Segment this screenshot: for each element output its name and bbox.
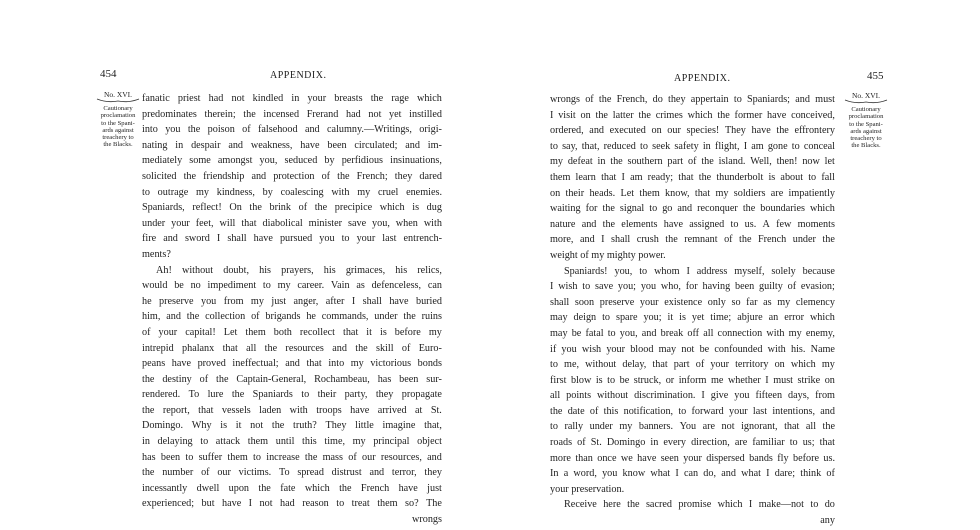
text-line: nature and the elements have assigned to us. A few moments (550, 218, 835, 230)
text-line: into you the poison of falsehood and calumny.—Writings, origi- (142, 124, 442, 136)
text-line: intrepid phalanx that all the resources and the skill of Euro- (142, 342, 442, 354)
text-line: your preservation. (550, 483, 625, 495)
text-line: would be no impediment to my career. Vain as defenceless, can (142, 280, 442, 292)
margin-note (840, 92, 892, 149)
text-line: the report, that vessels laden with troops have arrived at St. (142, 404, 442, 416)
text-line: may deign to spare you; it is yet time; abjure an error which (550, 312, 835, 324)
running-head: APPENDIX. (674, 73, 731, 84)
text-line: to me, without delay, that part of your territory on which my (550, 359, 835, 371)
margin-note-line: ards against (102, 126, 134, 134)
text-line: peans have proved ineffectual; and that into my victorious bonds (142, 358, 442, 370)
text-line: may be fatal to you, and break off all connection with my enemy, (550, 327, 835, 339)
text-line: my defeat in the southern part of the island. Well, then! now let (550, 156, 835, 168)
text-line: more, and I shall crush the remnant of the French under the (550, 234, 835, 246)
text-line: under your feet, will that diabolical minister save you, when with (142, 217, 442, 229)
text-line: mediately some amongst you, seduced by perfidious insinuations, (142, 155, 442, 167)
text-line: Domingo. Why is it not the truth? They little imagine that, (142, 420, 442, 432)
left-page (0, 0, 470, 530)
text-line: ments? (142, 248, 171, 260)
text-line: In a word, you know what I can do, and what I dare; think of (550, 468, 835, 480)
text-line: nating in despair and weakness, have been circulated; and im- (142, 139, 442, 151)
margin-note-line: proclamation (848, 113, 884, 121)
margin-note-line: treachery to (850, 135, 882, 143)
margin-note-line: Cautionary (103, 105, 133, 113)
text-line: on their heads. Let them know, that my soldiers are impatiently (550, 187, 835, 199)
margin-note-line: to the Spani- (101, 119, 135, 127)
text-line: Receive here the sacred promise which I make—not to do (564, 499, 835, 511)
margin-note-line: ards against (850, 127, 882, 135)
body-text (550, 92, 835, 529)
text-line: solicited the friendship and protection of the French; they dared (142, 170, 442, 182)
text-line: shall soon preserve your existence only so far as my clemency (550, 296, 835, 308)
text-line: fanatic priest had not kindled in your breasts the rage which (142, 93, 442, 104)
text-line: rendered. To lure the Spaniards to their party, they propagate (142, 389, 442, 401)
page-number: 454 (100, 68, 117, 80)
text-line: I wish to save you; you who, for having been guilty of evasion; (550, 281, 835, 293)
text-line: wrongs (412, 514, 442, 526)
text-line: ordered, and executed on our species! They have the effrontery (550, 125, 835, 137)
text-line: the destiny of the Captain-General, Rochambeau, has been sur- (142, 373, 442, 385)
margin-note (92, 91, 144, 148)
text-line: incessantly dwell upon the fate which the French have just (142, 482, 442, 494)
text-line: all points without discrimination. I give you fifteen days, from (550, 390, 835, 402)
margin-note-line: proclamation (100, 112, 136, 120)
text-line: waiting for the signal to go and reconquer the boundaries which (550, 203, 835, 215)
right-page (490, 0, 980, 530)
text-line: any (820, 515, 835, 527)
text-line: the date of this notification, to forward your last intentions, and (550, 405, 835, 417)
text-line: more than once we have seen your dispersed bands fly before us. (550, 452, 835, 464)
text-line: of your capital! Let them both recollect that it is before my (142, 326, 442, 338)
text-line: to outrage my kindness, by coalescing with my cruel enemies. (142, 186, 442, 198)
body-text (142, 91, 442, 528)
text-line: in delaying to attack them until this time, my principal object (142, 436, 442, 448)
text-line: predominates therein; the incensed Frerand had not yet instilled (142, 108, 442, 120)
text-line: weight of my mighty power. (550, 249, 666, 261)
text-line: if you wish your blood may not be confounded with his. Name (550, 343, 835, 355)
margin-note-line: to the Spani- (849, 120, 883, 128)
text-line: experienced; but have I not had reason to treat them so? The (142, 498, 442, 510)
page-number: 455 (867, 70, 884, 82)
text-line: them learn that I am ready; that the thunderbolt is about to fall (550, 171, 835, 183)
text-line: first blow is to be struck, or inform me whether I must strike on (550, 374, 835, 386)
margin-note-line: the Blacks. (851, 142, 881, 150)
text-line: the number of our victims. To spread distrust and terror, they (142, 467, 442, 479)
text-line: roads of St. Domingo in every direction, are familiar to us; that (550, 437, 835, 449)
margin-note-number: No. XVI. (851, 91, 881, 100)
text-line: he preserve you from my just anger, after I shall have buried (142, 295, 442, 307)
text-line: has been to suffer them to increase the mass of our resources, and (142, 451, 442, 463)
running-head: APPENDIX. (270, 70, 327, 81)
text-line: Spaniards! you, to whom I address myself, solely because (564, 265, 835, 277)
text-line: him, and the collection of brigands he commands, under the ruins (142, 311, 442, 323)
text-line: to say, that, reduced to seek safety in flight, I am gone to conceal (550, 140, 835, 152)
margin-note-line: the Blacks. (103, 141, 133, 149)
margin-note-line: Cautionary (851, 106, 881, 114)
text-line: to rally under my banners. You are not ignorant, that all the (550, 421, 835, 433)
text-line: Spaniards, reflect! On the brink of the precipice which is dug (142, 202, 442, 214)
text-line: wrongs of the French, do they appertain to Spaniards; and must (550, 94, 835, 105)
text-line: fire and sword I shall have pursued you to your last entrench- (142, 233, 442, 245)
text-line: I visit on the latter the crimes which the former have conceived, (550, 109, 835, 121)
margin-note-number: No. XVI. (103, 90, 133, 99)
text-line: Ah! without doubt, his prayers, his grimaces, his relics, (156, 264, 442, 276)
margin-note-line: treachery to (102, 134, 134, 142)
